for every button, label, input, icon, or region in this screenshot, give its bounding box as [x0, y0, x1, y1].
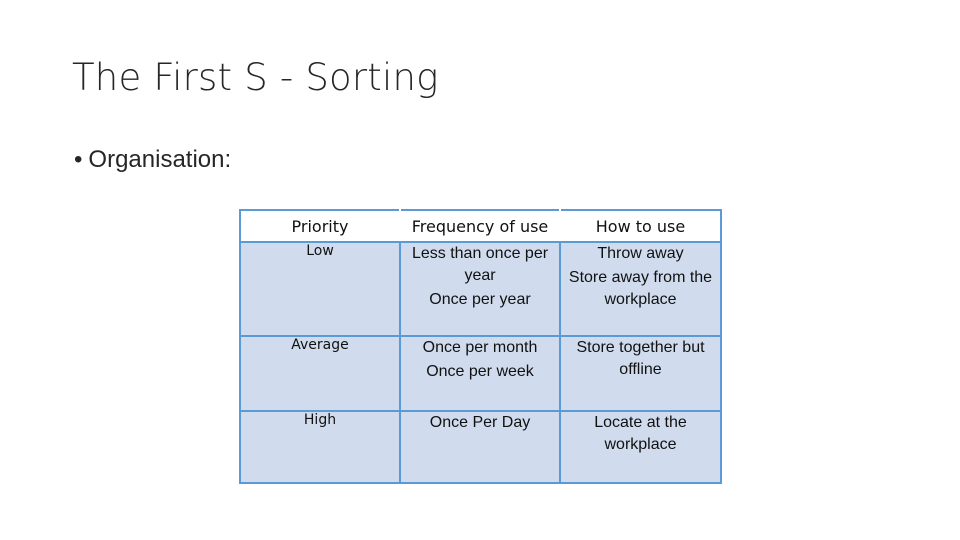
priority-cell: Average: [240, 336, 400, 411]
how-line: Locate at the workplace: [594, 414, 687, 453]
how-line: Store together but offline: [576, 339, 705, 378]
frequency-line: Once per year: [429, 291, 531, 308]
header-frequency: Frequency of use: [400, 210, 560, 242]
header-priority: Priority: [240, 210, 400, 242]
frequency-line: Less than once per year: [411, 245, 549, 284]
how-line: Store away from the workplace: [568, 269, 713, 308]
how-line: Throw away: [597, 245, 684, 262]
how-to-use-cell: [560, 336, 721, 411]
table-row: [240, 411, 721, 483]
frequency-line: Once per week: [426, 363, 534, 380]
how-to-use-cell: [560, 411, 721, 483]
frequency-cell: [400, 242, 560, 336]
frequency-cell: [400, 336, 560, 411]
frequency-line: Once Per Day: [429, 414, 531, 431]
priority-cell: High: [240, 411, 400, 483]
table-row: [240, 336, 721, 411]
header-how-to-use: How to use: [560, 210, 721, 242]
bullet-text: Organisation:: [88, 146, 232, 173]
how-to-use-cell: [560, 242, 721, 336]
bullet-dot: •: [74, 146, 83, 173]
slide-title: The First S - Sorting: [72, 56, 439, 99]
frequency-cell: [400, 411, 560, 483]
table-header-row: [240, 210, 721, 242]
sorting-table: [239, 209, 722, 484]
priority-cell: Low: [240, 242, 400, 336]
bullet-item: [74, 146, 231, 174]
frequency-line: Once per month: [422, 339, 538, 356]
table-row: [240, 242, 721, 336]
